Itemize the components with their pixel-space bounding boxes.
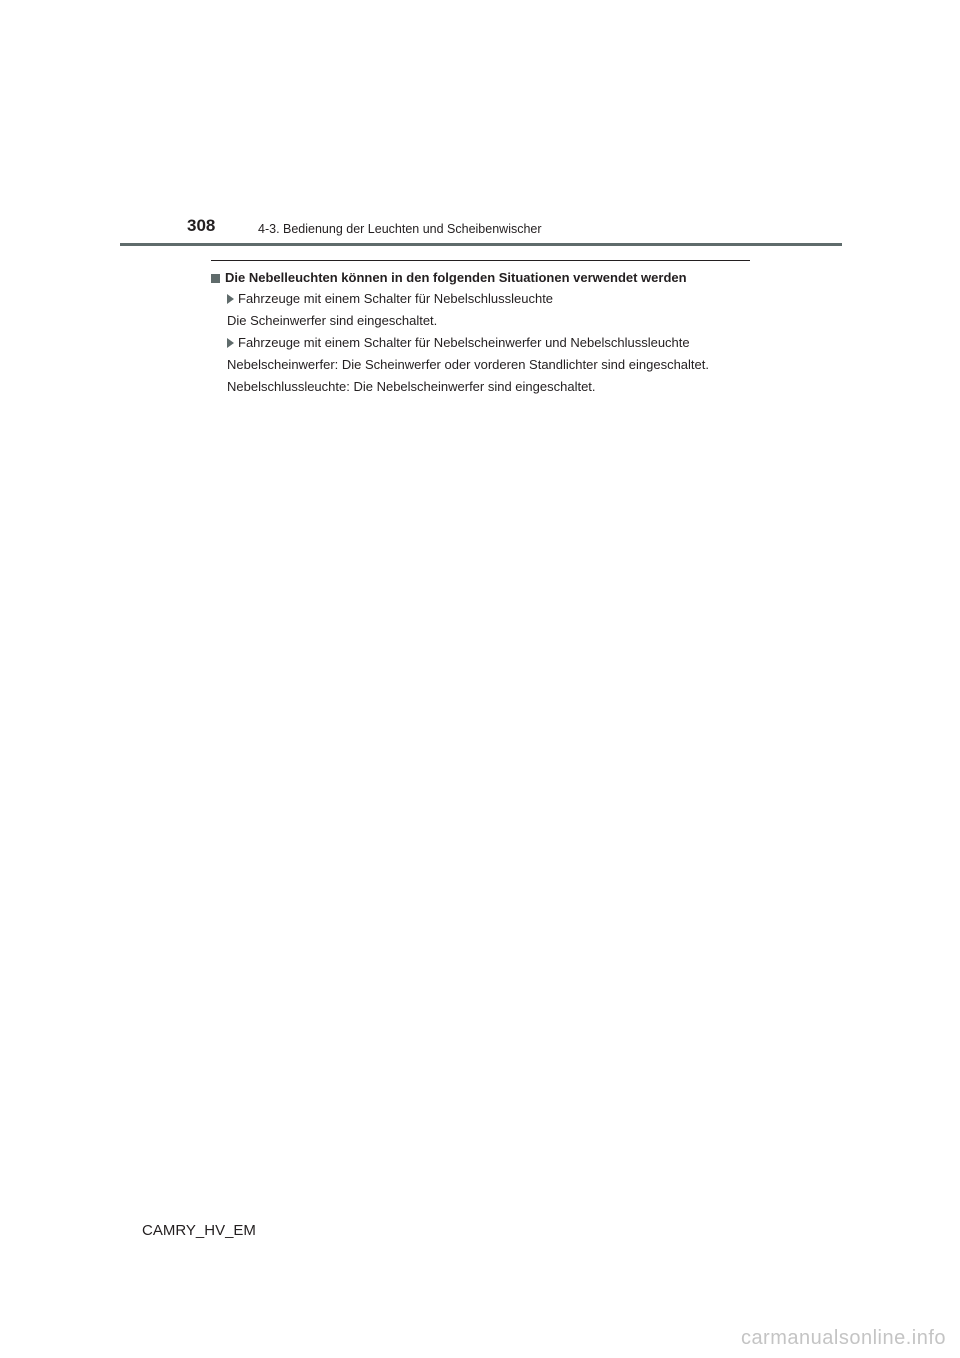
square-bullet-icon xyxy=(211,274,220,283)
footer-code: CAMRY_HV_EM xyxy=(142,1222,256,1239)
content-rule xyxy=(211,260,750,261)
sub-item-text: Fahrzeuge mit einem Schalter für Nebelscheinwerfer und Nebelschlussleuchte xyxy=(238,335,690,350)
paragraph: Nebelschlussleuchte: Die Nebelscheinwerfer sind eingeschaltet. xyxy=(227,379,596,394)
section-heading-text: Die Nebelleuchten können in den folgenden Situationen verwendet werden xyxy=(225,270,687,285)
watermark: carmanualsonline.info xyxy=(740,1327,946,1349)
content-block xyxy=(211,268,771,398)
sub-item-text: Fahrzeuge mit einem Schalter für Nebelschlussleuchte xyxy=(238,291,554,306)
section-title: 4-3. Bedienung der Leuchten und Scheibenwischer xyxy=(258,222,542,236)
triangle-bullet-icon xyxy=(227,294,234,304)
page-number: 308 xyxy=(187,216,216,235)
paragraph: Nebelscheinwerfer: Die Scheinwerfer oder vorderen Standlichter sind eingeschaltet. xyxy=(227,357,709,372)
section-heading xyxy=(211,268,771,288)
sub-item xyxy=(211,332,771,354)
header-rule xyxy=(120,243,842,246)
paragraph: Die Scheinwerfer sind eingeschaltet. xyxy=(227,313,438,328)
sub-item xyxy=(211,288,771,310)
triangle-bullet-icon xyxy=(227,338,234,348)
